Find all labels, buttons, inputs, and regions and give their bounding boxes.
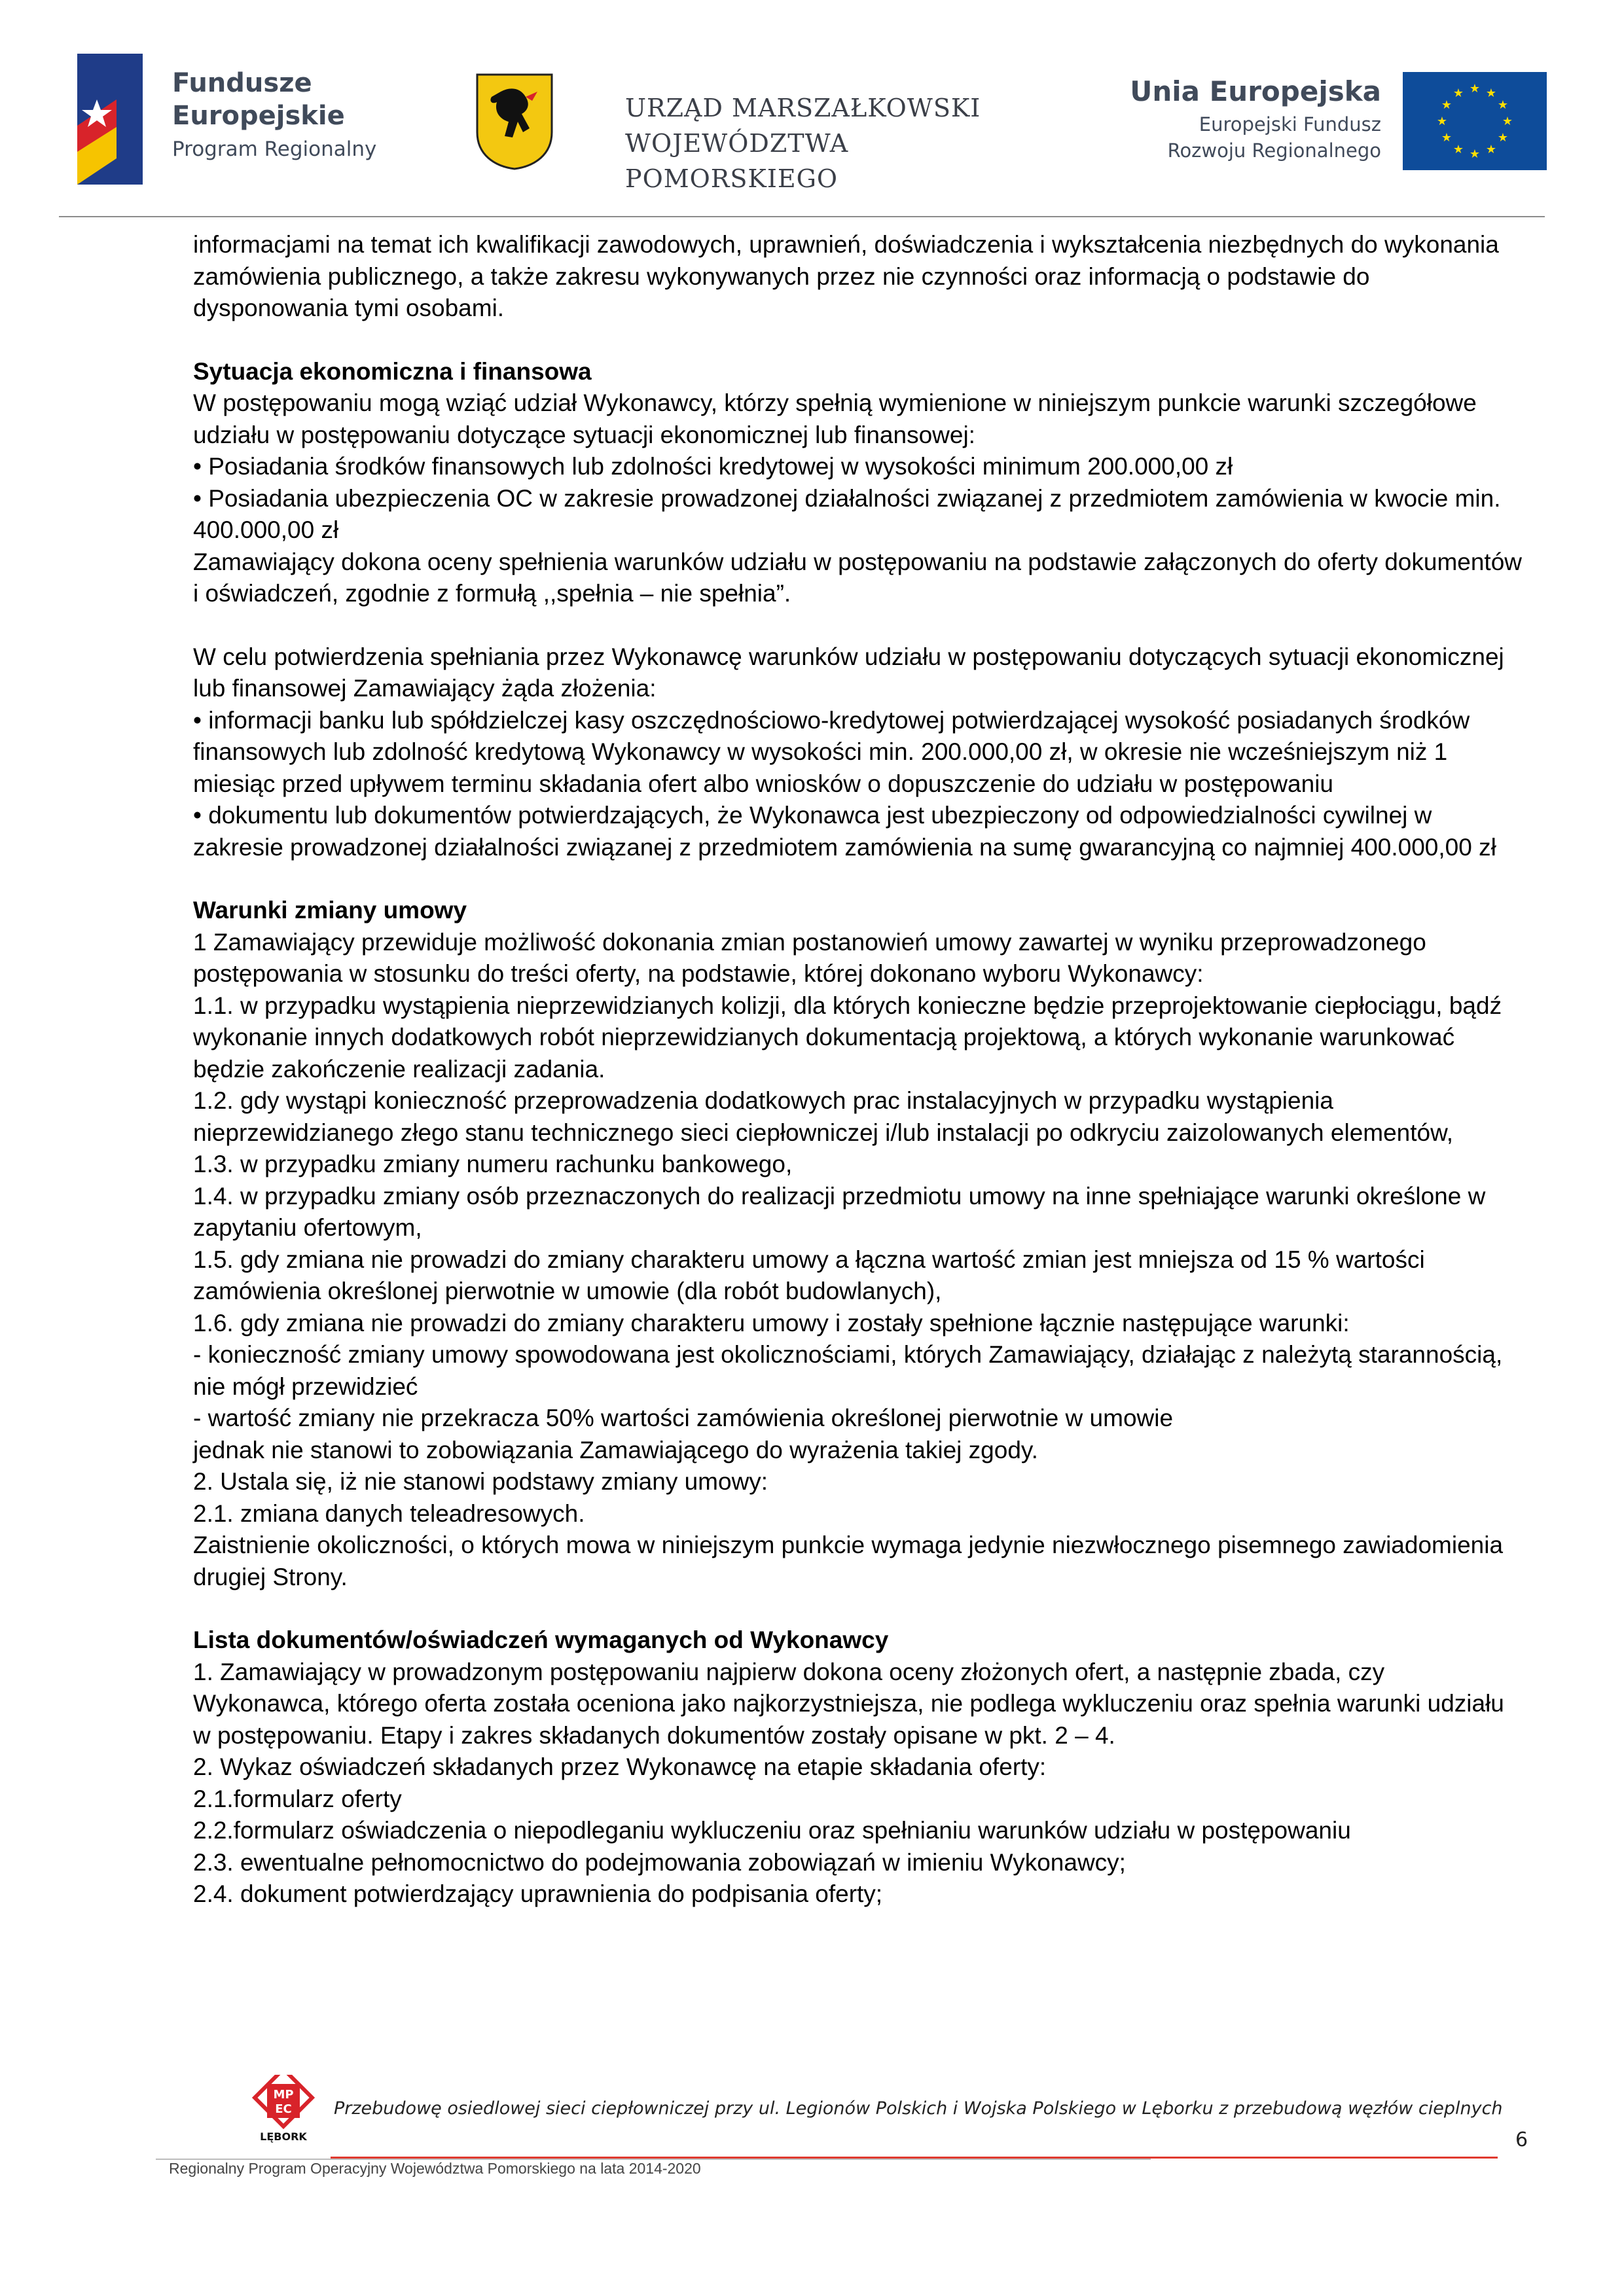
fe-logo-line3: Program Regionalny xyxy=(172,137,377,161)
paragraph: W celu potwierdzenia spełniania przez Wykonawcę warunków udziału w postępowaniu dotyczących sytuacji ekonomicznej lub finansowej Zamawiający żąda złożenia: xyxy=(193,643,1504,702)
list-item: - konieczność zmiany umowy spowodowana jest okolicznościami, których Zamawiający, działając z należytą starannością, nie mógł przewidzieć xyxy=(193,1341,1503,1400)
heading-economic-situation: Sytuacja ekonomiczna i finansowa xyxy=(193,357,592,385)
footer-project-title: Przebudowę osiedlowej sieci ciepłowniczej przy ul. Legionów Polskich i Wojska Polskiego w Lęborku z przebudową węzłów cieplnych xyxy=(334,2098,1503,2119)
bullet-item: • informacji banku lub spółdzielczej kasy oszczędnościowo-kredytowej potwierdzającej wysokość posiadanych środków finansowych lub zdolność kredytową Wykonawcy w wysokości min. 200.000,00 zł, w okresie nie wcześniejszym niż 1 miesiąc przed upływem terminu składania ofert albo wniosków o dopuszczenie do udziału w postępowaniu xyxy=(193,706,1470,797)
um-logo-line1: URZĄD MARSZAŁKOWSKI xyxy=(625,94,981,122)
eu-flag-icon xyxy=(1403,72,1547,170)
mpec-logo-line3: LĘBORK xyxy=(260,2130,307,2143)
list-item: 2.4. dokument potwierdzający uprawnienia do podpisania oferty; xyxy=(193,1880,883,1907)
list-item: jednak nie stanowi to zobowiązania Zamawiającego do wyrażenia takiej zgody. xyxy=(193,1436,1038,1463)
footer-program-name: Regionalny Program Operacyjny Województwa Pomorskiego na lata 2014-2020 xyxy=(169,2160,701,2177)
ue-logo-line1: Unia Europejska xyxy=(1130,75,1381,107)
paragraph: W postępowaniu mogą wziąć udział Wykonawcy, którzy spełnią wymienione w niniejszym punkcie warunki szczegółowe udziału w postępowaniu dotyczące sytuacji ekonomicznej lub finansowej: xyxy=(193,389,1477,448)
unia-europejska-logo xyxy=(1113,72,1558,177)
mpec-logo-line1: MP xyxy=(273,2088,294,2102)
svg-text:★: ★ xyxy=(1469,147,1481,161)
svg-text:★: ★ xyxy=(1485,86,1497,100)
griffin-crest-icon xyxy=(475,72,554,170)
document-body xyxy=(193,229,1522,1910)
list-item: 1.3. w przypadku zmiany numeru rachunku bankowego, xyxy=(193,1151,793,1177)
svg-text:★: ★ xyxy=(1497,131,1509,145)
fundusze-europejskie-mark-icon xyxy=(77,54,143,185)
list-item: 2.1.formularz oferty xyxy=(193,1785,402,1812)
bullet-item: • Posiadania ubezpieczenia OC w zakresie prowadzonej działalności związanej z przedmiotem zamówienia w kwocie min. 400.000,00 zł xyxy=(193,484,1501,543)
svg-text:★: ★ xyxy=(1441,131,1453,145)
list-item: 1.4. w przypadku zmiany osób przeznaczonych do realizacji przedmiotu umowy na inne spełniające warunki określone w zapytaniu ofertowym, xyxy=(193,1182,1486,1241)
list-item: 1.2. gdy wystąpi konieczność przeprowadzenia dodatkowych prac instalacyjnych w przypadku wystąpienia nieprzewidzianego złego stanu technicznego sieci ciepłowniczej i/lub instalacji po odkryciu zaizolowanych elementów, xyxy=(193,1087,1454,1146)
list-item: 1.6. gdy zmiana nie prowadzi do zmiany charakteru umowy i zostały spełnione łącznie następujące warunki: xyxy=(193,1309,1350,1336)
heading-required-documents: Lista dokumentów/oświadczeń wymaganych od Wykonawcy xyxy=(193,1626,889,1653)
list-item: Zaistnienie okoliczności, o których mowa w niniejszym punkcie wymaga jedynie niezwłocznego pisemnego zawiadomienia drugiej Strony. xyxy=(193,1532,1504,1590)
page-header xyxy=(0,0,1624,216)
paragraph-intro: informacjami na temat ich kwalifikacji zawodowych, uprawnień, doświadczenia i wykształcenia niezbędnych do wykonania zamówienia publicznego, a także zakresu wykonywanych przez nie czynności oraz informacją o podstawie do dysponowania tymi osobami. xyxy=(193,231,1499,321)
list-item: - wartość zmiany nie przekracza 50% wartości zamówienia określonej pierwotnie w umowie xyxy=(193,1405,1174,1431)
svg-text:★: ★ xyxy=(1441,98,1453,112)
bullet-item: • Posiadania środków finansowych lub zdolności kredytowej w wysokości minimum 200.000,00 zł xyxy=(193,453,1233,480)
ue-logo-line2: Europejski Fundusz xyxy=(1199,113,1381,135)
fe-logo-line1: Fundusze xyxy=(172,68,312,98)
list-item: 2.1. zmiana danych teleadresowych. xyxy=(193,1499,585,1527)
svg-text:★: ★ xyxy=(1497,98,1509,112)
fundusze-europejskie-logo xyxy=(77,54,405,185)
fe-logo-line2: Europejskie xyxy=(172,101,345,131)
list-item: 2. Wykaz oświadczeń składanych przez Wykonawcę na etapie składania oferty: xyxy=(193,1753,1047,1780)
header-divider xyxy=(59,216,1545,217)
svg-text:★: ★ xyxy=(1469,82,1481,96)
heading-contract-changes: Warunki zmiany umowy xyxy=(193,897,467,924)
um-logo-line2: WOJEWÓDZTWA POMORSKIEGO xyxy=(625,129,849,193)
svg-text:★: ★ xyxy=(1453,143,1464,156)
paragraph: Zamawiający dokona oceny spełnienia warunków udziału w postępowaniu na podstawie załączonych do oferty dokumentów i oświadczeń, zgodnie z formułą ,,spełnia – nie spełnia”. xyxy=(193,548,1523,607)
page-number: 6 xyxy=(1515,2128,1528,2151)
list-item: 2.3. ewentualne pełnomocnictwo do podejmowania zobowiązań w imieniu Wykonawcy; xyxy=(193,1848,1126,1876)
mpec-lebork-logo xyxy=(247,2075,319,2153)
list-item: 2.2.formularz oświadczenia o niepodleganiu wykluczeniu oraz spełnianiu warunków udziału w postępowaniu xyxy=(193,1817,1351,1844)
bullet-item: • dokumentu lub dokumentów potwierdzających, że Wykonawca jest ubezpieczony od odpowiedzialności cywilnej w zakresie prowadzonej działalności związanej z przedmiotem zamówienia na sumę gwarancyjną co najmniej 400.000,00 zł xyxy=(193,802,1496,861)
list-item: 1. Zamawiający w prowadzonym postępowaniu najpierw dokona oceny złożonych ofert, a następnie zbada, czy Wykonawca, którego oferta została oceniona jako najkorzystniejsza, nie podlega wykluczeniu oraz spełnia warunki udziału w postępowaniu. Etapy i zakres składanych dokumentów zostały opisane w pkt. 2 – 4. xyxy=(193,1658,1504,1749)
list-item: 1.1. w przypadku wystąpienia nieprzewidzianych kolizji, dla których konieczne będzie przeprojektowanie ciepłociągu, bądź wykonanie innych dodatkowych robót nieprzewidzianych dokumentacją projektową, a których wykonanie warunkować będzie zakończenie realizacji zadania. xyxy=(193,992,1502,1083)
ue-logo-line3: Rozwoju Regionalnego xyxy=(1167,139,1381,162)
list-item: 1.5. gdy zmiana nie prowadzi do zmiany charakteru umowy a łączna wartość zmian jest mniejsza od 15 % wartości zamówienia określonej pierwotnie w umowie (dla robót budowlanych), xyxy=(193,1246,1425,1304)
list-item: 1 Zamawiający przewiduje możliwość dokonania zmian postanowień umowy zawartej w wyniku przeprowadzonego postępowania w stosunku do treści oferty, na podstawie, której dokonano wyboru Wykonawcy: xyxy=(193,928,1426,987)
svg-text:★: ★ xyxy=(1453,86,1464,100)
svg-text:★: ★ xyxy=(1436,115,1448,128)
svg-text:★: ★ xyxy=(1485,143,1497,156)
svg-text:★: ★ xyxy=(1502,115,1513,128)
mpec-logo-line2: EC xyxy=(275,2102,292,2116)
urzad-marszalkowski-logo xyxy=(475,72,1038,193)
list-item: 2. Ustala się, iż nie stanowi podstawy zmiany umowy: xyxy=(193,1468,768,1495)
